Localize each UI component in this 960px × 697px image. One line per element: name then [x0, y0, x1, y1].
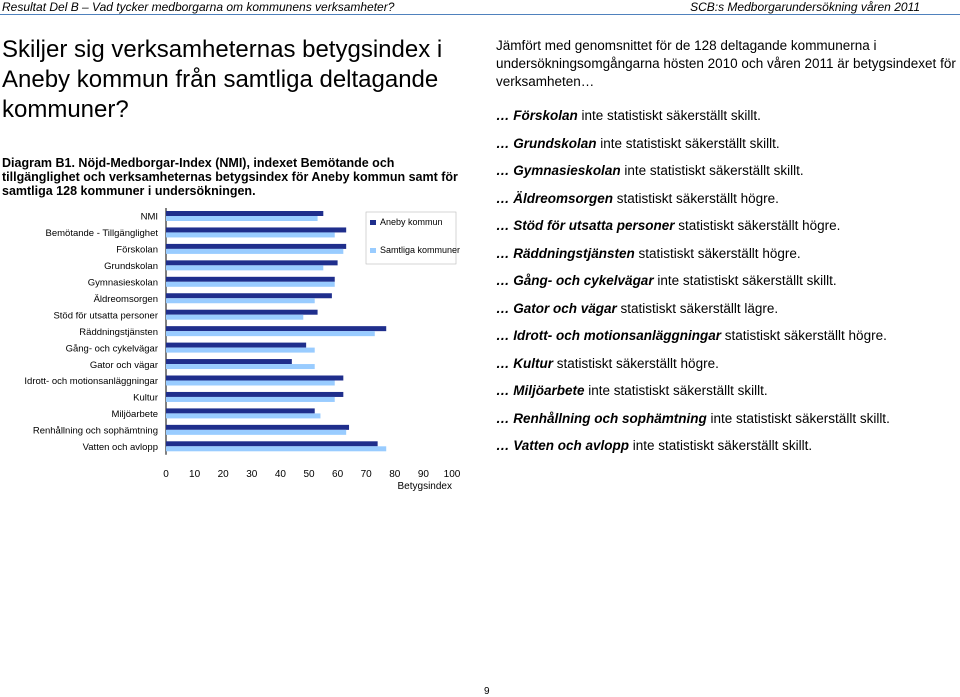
result-item	[496, 107, 761, 125]
page-header	[0, 0, 960, 14]
category-label: Grundskolan	[104, 261, 158, 273]
bar-aneby	[166, 408, 315, 413]
x-tick-label: 100	[443, 468, 461, 480]
x-tick-label: 10	[189, 468, 201, 480]
result-service: Vatten och avlopp	[513, 438, 630, 453]
category-label: Äldreomsorgen	[93, 293, 158, 305]
bar-aneby	[166, 277, 335, 282]
result-prefix: …	[496, 383, 514, 398]
bar-aneby	[166, 260, 338, 265]
bar-samtliga	[166, 216, 318, 221]
result-item	[496, 190, 779, 208]
x-tick-label: 40	[274, 468, 286, 480]
category-label: Kultur	[133, 392, 158, 404]
category-label: Gymnasieskolan	[87, 277, 158, 289]
result-prefix: …	[496, 245, 514, 261]
bar-aneby	[166, 425, 349, 430]
result-item	[496, 437, 812, 455]
result-prefix: …	[496, 355, 514, 371]
category-label: Miljöarbete	[111, 409, 158, 421]
bar-samtliga	[166, 232, 335, 237]
category-label: Gång- och cykelvägar	[65, 343, 158, 355]
bar-samtliga	[166, 364, 315, 369]
page-number: 9	[484, 686, 490, 697]
result-service: Gator och vägar	[513, 300, 617, 316]
header-divider	[0, 14, 960, 15]
result-prefix: …	[496, 218, 514, 233]
bar-aneby	[166, 392, 343, 397]
result-text: statistiskt säkerställt högre.	[613, 190, 779, 206]
result-text: inte statistiskt säkerställt skillt.	[653, 273, 837, 288]
bar-samtliga	[166, 446, 386, 451]
result-item	[496, 410, 890, 428]
chart-caption: Diagram B1. Nöjd-Medborgar-Index (NMI), indexet Bemötande och tillgänglighet och verksamheternas betygsindex för Aneby kommun samt för samtliga 128 kommuner i undersökningen.	[2, 156, 458, 198]
result-text: statistiskt säkerställt högre.	[674, 218, 841, 233]
result-prefix: …	[496, 108, 514, 123]
x-tick-label: 80	[389, 468, 401, 480]
bar-aneby	[166, 227, 346, 232]
x-tick-label: 60	[332, 468, 344, 480]
result-item	[496, 382, 768, 400]
x-axis-label: Betygsindex	[397, 480, 452, 492]
result-text: inte statistiskt säkerställt skillt.	[620, 163, 804, 178]
result-service: Stöd för utsatta personer	[513, 218, 675, 233]
bar-samtliga	[166, 315, 303, 320]
bar-samtliga	[166, 397, 335, 402]
category-label: Räddningstjänsten	[79, 326, 158, 338]
bar-aneby	[166, 211, 323, 216]
x-tick-label: 90	[417, 468, 429, 480]
result-prefix: …	[496, 273, 514, 288]
bar-samtliga	[166, 381, 335, 386]
legend-label: Samtliga kommuner	[380, 245, 461, 255]
result-service: Idrott- och motionsanläggningar	[513, 328, 722, 343]
bar-samtliga	[166, 249, 343, 254]
result-text: inte statistiskt säkerställt skillt.	[577, 108, 761, 123]
result-text: inte statistiskt säkerställt skillt.	[629, 438, 813, 453]
result-text: statistiskt säkerställt högre.	[553, 355, 719, 371]
bar-aneby	[166, 310, 318, 315]
legend-swatch	[370, 220, 376, 225]
result-text: statistiskt säkerställt högre.	[634, 245, 801, 261]
result-service: Äldreomsorgen	[513, 190, 614, 206]
category-label: Gator och vägar	[89, 359, 158, 371]
result-text: statistiskt säkerställt högre.	[721, 328, 887, 343]
result-service: Kultur	[513, 355, 554, 371]
category-label: Stöd för utsatta personer	[53, 310, 158, 322]
header-right: SCB:s Medborgarundersökning våren 2011	[690, 0, 920, 14]
result-service: Renhållning och sophämtning	[513, 410, 707, 426]
bar-aneby	[166, 376, 343, 381]
result-service: Miljöarbete	[513, 383, 585, 398]
bar-samtliga	[166, 298, 315, 303]
result-service: Räddningstjänsten	[513, 245, 635, 261]
bar-chart	[0, 200, 470, 500]
bar-samtliga	[166, 348, 315, 353]
result-service: Grundskolan	[513, 135, 597, 151]
bar-samtliga	[166, 413, 320, 418]
result-item	[496, 135, 780, 153]
x-tick-label: 50	[303, 468, 315, 480]
chart-container	[0, 200, 470, 500]
bar-samtliga	[166, 430, 346, 435]
category-label: Förskolan	[116, 244, 158, 256]
bar-samtliga	[166, 331, 375, 336]
legend-label: Aneby kommun	[380, 217, 443, 227]
x-tick-label: 20	[217, 468, 229, 480]
result-prefix: …	[496, 135, 514, 151]
category-label: Renhållning och sophämtning	[32, 425, 158, 437]
result-text: statistiskt säkerställt lägre.	[616, 300, 779, 316]
category-label: NMI	[140, 211, 158, 223]
result-item	[496, 327, 887, 345]
result-prefix: …	[496, 300, 514, 316]
result-item	[496, 272, 837, 290]
bar-aneby	[166, 343, 306, 348]
result-item	[496, 300, 778, 318]
bar-aneby	[166, 293, 332, 298]
result-prefix: …	[496, 438, 514, 453]
result-item	[496, 162, 804, 180]
result-service: Gymnasieskolan	[513, 163, 621, 178]
results-panel	[496, 37, 956, 453]
result-service: Gång- och cykelvägar	[513, 273, 654, 288]
category-label: Idrott- och motionsanläggningar	[24, 376, 158, 388]
result-item	[496, 355, 719, 373]
category-label: Vatten och avlopp	[82, 442, 158, 454]
bar-aneby	[166, 441, 378, 446]
result-service: Förskolan	[513, 108, 578, 123]
result-prefix: …	[496, 190, 514, 206]
result-text: inte statistiskt säkerställt skillt.	[596, 135, 780, 151]
bar-aneby	[166, 326, 386, 331]
bar-samtliga	[166, 265, 323, 270]
result-text: inte statistiskt säkerställt skillt.	[584, 383, 768, 398]
result-item	[496, 217, 840, 235]
page-title: Skiljer sig verksamheternas betygsindex i Aneby kommun från samtliga deltagande kommuner?	[2, 36, 443, 123]
x-tick-label: 70	[360, 468, 372, 480]
result-prefix: …	[496, 410, 514, 426]
x-tick-label: 30	[246, 468, 258, 480]
bar-samtliga	[166, 282, 335, 287]
bar-aneby	[166, 244, 346, 249]
result-prefix: …	[496, 163, 514, 178]
category-label: Bemötande - Tillgänglighet	[45, 228, 158, 240]
x-tick-label: 0	[163, 468, 169, 480]
result-text: inte statistiskt säkerställt skillt.	[706, 410, 890, 426]
bar-aneby	[166, 359, 292, 364]
header-left: Resultat Del B – Vad tycker medborgarna om kommunens verksamheter?	[2, 0, 395, 14]
result-item	[496, 245, 801, 263]
result-prefix: …	[496, 328, 514, 343]
results-intro: Jämfört med genomsnittet för de 128 deltagande kommunerna i undersökningsomgångarna hösten 2010 och våren 2011 är betygsindexet för verksamheten…	[496, 38, 956, 89]
legend-swatch	[370, 248, 376, 253]
